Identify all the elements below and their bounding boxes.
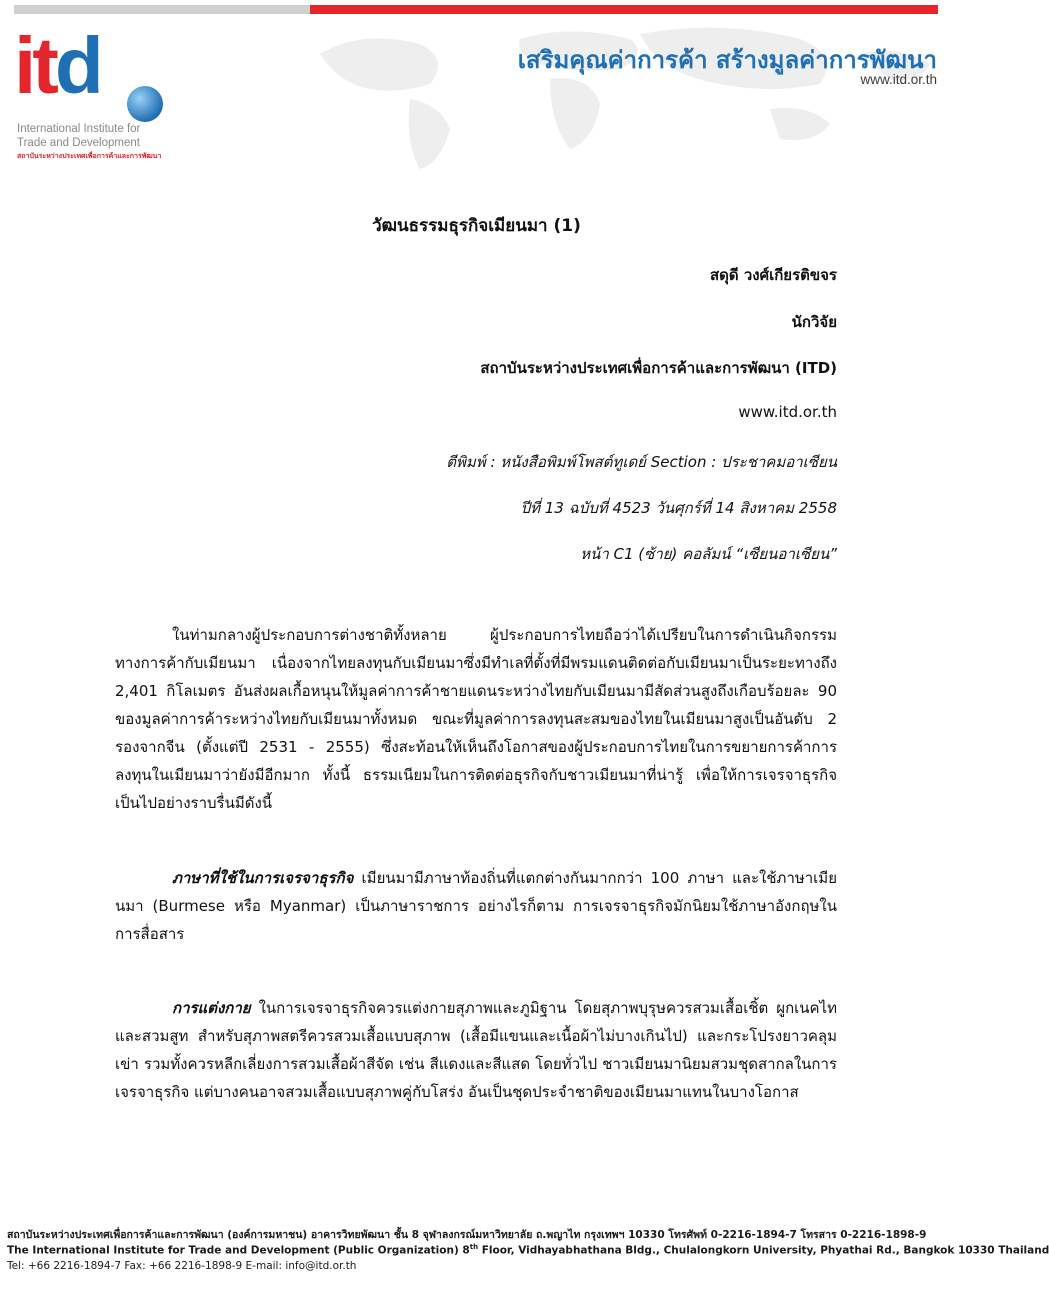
top-bar-red xyxy=(310,5,938,14)
footer-ordinal-suffix: th xyxy=(469,1243,479,1251)
itd-logo xyxy=(14,21,174,164)
header-website: www.itd.or.th xyxy=(860,72,937,87)
publication-page: หน้า C1 (ซ้าย) คอลัมน์ “เซียนอาเซียน” xyxy=(580,545,837,563)
footer-thai-address: สถาบันระหว่างประเทศเพื่อการค้าและการพัฒนา (องค์การมหาชน) อาคารวิทยพัฒนา ชั้น 8 จุฬาลงกรณ์มหาวิทยาลัย ถ.พญาไท กรุงเทพฯ 10330 โทรศัพท์ 0-2216-1894-7 โทรสาร 0-2216-1898-9 xyxy=(7,1229,927,1241)
author-name: สดุดี วงศ์เกียรติขจร xyxy=(709,266,837,284)
header-slogan: เสริมคุณค่าการค้า สร้างมูลค่าการพัฒนา xyxy=(517,46,937,74)
paragraph-text: ในท่ามกลางผู้ประกอบการต่างชาติทั้งหลาย ผู้ประกอบการไทยถือว่าได้เปรียบในการดำเนินกิจกรรมทางการค้ากับเมียนมา เนื่องจากไทยลงทุนกับเมียนมาซึ่งมีทำเลที่ตั้งที่มีพรมแดนติดต่อกับเมียนมาเป็นระยะทางถึง 2,401 กิโลเมตร อันส่งผลเกื้อหนุนให้มูลค่าการค้าชายแดนระหว่างไทยกับเมียนมามีสัดส่วนสูงถึงเกือบร้อยละ 90 ของมูลค่าการค้าระหว่างไทยกับเมียนมาทั้งหมด ขณะที่มูลค่าการลงทุนสะสมของไทยในเมียนมาสูงเป็นอันดับ 2 รองจากจีน (ตั้งแต่ปี 2531 - 2555) ซึ่งสะท้อนให้เห็นถึงโอกาสของผู้ประกอบการไทยในการขยายการค้าการลงทุนในเมียนมาว่ายังมีอีกมาก ทั้งนี้ ธรรมเนียมในการติดต่อธุรกิจกับชาวเมียนมาที่น่ารู้ เพื่อให้การเจรจาธุรกิจเป็นไปอย่างราบรื่นมีดังนี้ xyxy=(115,626,837,812)
logo-thai-name: สถาบันระหว่างประเทศเพื่อการค้าและการพัฒนา xyxy=(17,152,162,160)
footer-contact: Tel: +66 2216-1894-7 Fax: +66 2216-1898-9 E-mail: info@itd.or.th xyxy=(7,1260,357,1272)
author-position: นักวิจัย xyxy=(791,313,837,331)
paragraph-intro xyxy=(115,621,837,817)
top-bar-grey xyxy=(14,5,310,14)
world-map-background xyxy=(300,14,940,174)
document-title: วัฒนธรรมธุรกิจเมียนมา (1) xyxy=(372,216,581,236)
paragraph-text: เมียนมามีภาษาท้องถิ่นที่แตกต่างกันมากกว่า 100 ภาษา และใช้ภาษาเมียนมา (Burmese หรือ Myanmar) เป็นภาษาราชการ อย่างไรก็ตาม การเจรจาธุรกิจมักนิยมใช้ภาษาอังกฤษในการสื่อสาร xyxy=(115,869,837,943)
footer-english-address-part1: The International Institute for Trade and Development (Public Organization) 8 xyxy=(7,1244,470,1257)
author-organization: สถาบันระหว่างประเทศเพื่อการค้าและการพัฒนา (ITD) xyxy=(480,359,837,377)
globe-icon xyxy=(127,86,163,122)
logo-subtitle-line2: Trade and Development xyxy=(17,137,140,149)
paragraph-dress xyxy=(115,994,837,1106)
paragraph-heading: ภาษาที่ใช้ในการเจรจาธุรกิจ xyxy=(172,869,354,887)
logo-subtitle-line1: International Institute for xyxy=(17,123,141,135)
organization-website: www.itd.or.th xyxy=(738,403,837,421)
publication-issue: ปีที่ 13 ฉบับที่ 4523 วันศุกร์ที่ 14 สิงหาคม 2558 xyxy=(520,499,837,517)
paragraph-language xyxy=(115,864,837,948)
paragraph-heading: การแต่งกาย xyxy=(172,999,251,1017)
publication-source: ตีพิมพ์ : หนังสือพิมพ์โพสต์ทูเดย์ Section : ประชาคมอาเซียน xyxy=(446,453,837,471)
footer-english-address xyxy=(7,1243,1049,1257)
footer-english-address-part2: Floor, Vidhayabhathana Bldg., Chulalongkorn University, Phyathai Rd., Bangkok 10330 Thailand xyxy=(478,1244,1049,1257)
logo-wordmark: itd xyxy=(14,21,100,110)
paragraph-text: ในการเจรจาธุรกิจควรแต่งกายสุภาพและภูมิฐาน โดยสุภาพบุรุษควรสวมเสื้อเชิ้ต ผูกเนคไท และสวมสูท สำหรับสุภาพสตรีควรสวมเสื้อแบบสุภาพ (เสื้อมีแขนและเนื้อผ้าไม่บางเกินไป) และกระโปรงยาวคลุมเข่า รวมทั้งควรหลีกเลี่ยงการสวมเสื้อผ้าสีจัด เช่น สีแดงและสีแสด โดยทั่วไป ชาวเมียนมานิยมสวมชุดสากลในการเจรจาธุรกิจ แต่บางคนอาจสวมเสื้อแบบสุภาพคู่กับโสร่ง อันเป็นชุดประจำชาติของเมียนมาแทนในบางโอกาส xyxy=(115,999,837,1101)
